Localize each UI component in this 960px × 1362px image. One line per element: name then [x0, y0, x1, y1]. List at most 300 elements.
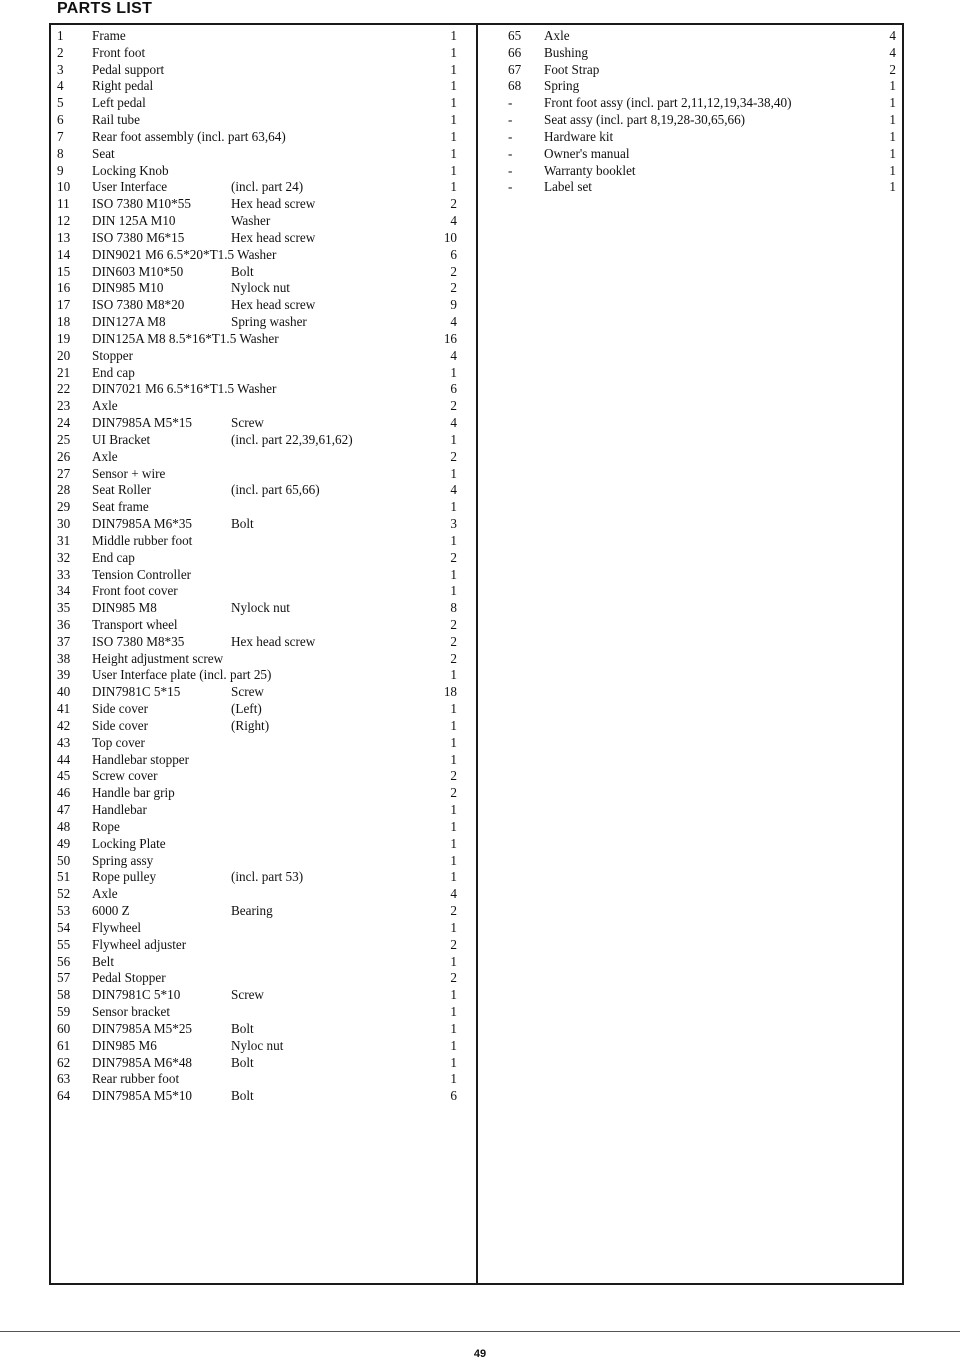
part-row: [57, 163, 457, 180]
part-quantity: 1: [450, 162, 457, 178]
part-name: Foot Strap: [544, 61, 600, 77]
part-spec: Hex head screw: [231, 196, 316, 212]
part-row: [57, 634, 457, 651]
part-row: [57, 718, 457, 735]
part-name: Flywheel adjuster: [92, 936, 187, 952]
part-row: [508, 179, 900, 196]
part-number: 16: [57, 280, 71, 296]
part-name: Top cover: [92, 734, 145, 750]
part-quantity: 1: [450, 802, 457, 818]
part-spec: Bolt: [231, 1088, 254, 1104]
part-name: Side cover: [92, 717, 149, 733]
part-name: Side cover: [92, 701, 149, 717]
part-number: 30: [57, 516, 71, 532]
part-name: Handlebar stopper: [92, 751, 190, 767]
part-quantity: 2: [450, 196, 457, 212]
part-row: [57, 752, 457, 769]
part-row: [508, 95, 900, 112]
part-quantity: 1: [889, 179, 896, 195]
part-number: 45: [57, 768, 71, 784]
part-number: -: [508, 179, 513, 195]
part-row: [57, 398, 457, 415]
part-name: Handle bar grip: [92, 785, 175, 801]
part-name: DIN985 M10: [92, 280, 164, 296]
part-name: Right pedal: [92, 78, 154, 94]
part-number: 37: [57, 633, 71, 649]
part-quantity: 1: [450, 364, 457, 380]
part-name: Hardware kit: [544, 128, 614, 144]
part-row: [57, 129, 457, 146]
part-quantity: 1: [450, 566, 457, 582]
part-number: 32: [57, 549, 71, 565]
part-name: DIN7985A M5*10: [92, 1088, 193, 1104]
part-number: 33: [57, 566, 71, 582]
part-quantity: 4: [450, 347, 457, 363]
part-number: 15: [57, 263, 71, 279]
part-quantity: 2: [450, 616, 457, 632]
part-row: [57, 1021, 457, 1038]
part-quantity: 1: [450, 869, 457, 885]
part-row: [57, 836, 457, 853]
part-quantity: 4: [450, 314, 457, 330]
part-name: DIN127A M8: [92, 314, 166, 330]
footer-rule: [0, 1331, 960, 1332]
part-quantity: 2: [450, 970, 457, 986]
part-quantity: 1: [889, 128, 896, 144]
part-name: Seat assy (incl. part 8,19,28-30,65,66): [544, 112, 746, 128]
part-row: [57, 179, 457, 196]
part-number: 9: [57, 162, 64, 178]
part-name: Transport wheel: [92, 616, 178, 632]
part-row: [508, 129, 900, 146]
part-row: [508, 112, 900, 129]
part-row: [57, 331, 457, 348]
part-quantity: 1: [450, 734, 457, 750]
part-name: Front foot assy (incl. part 2,11,12,19,34-38,40): [544, 95, 792, 111]
part-number: 51: [57, 869, 71, 885]
part-number: 49: [57, 835, 71, 851]
part-name: Rear rubber foot: [92, 1071, 180, 1087]
part-quantity: 1: [450, 61, 457, 77]
part-quantity: 2: [450, 448, 457, 464]
part-quantity: 6: [450, 1088, 457, 1104]
part-quantity: 3: [450, 516, 457, 532]
part-name: Bushing: [544, 44, 588, 60]
part-quantity: 1: [889, 78, 896, 94]
part-row: [508, 163, 900, 180]
part-spec: Hex head screw: [231, 633, 316, 649]
part-name: Sensor + wire: [92, 465, 166, 481]
part-number: 27: [57, 465, 71, 481]
part-number: 41: [57, 701, 71, 717]
part-quantity: 1: [450, 1054, 457, 1070]
part-row: [57, 600, 457, 617]
part-row: [57, 280, 457, 297]
part-quantity: 2: [889, 61, 896, 77]
part-spec: (Right): [231, 717, 270, 733]
part-row: [57, 499, 457, 516]
part-quantity: 16: [443, 330, 457, 346]
part-row: [57, 432, 457, 449]
part-name: 6000 Z: [92, 903, 130, 919]
part-row: [508, 78, 900, 95]
part-row: [57, 701, 457, 718]
part-quantity: 1: [450, 145, 457, 161]
part-name: Locking Plate: [92, 835, 166, 851]
part-quantity: 1: [450, 499, 457, 515]
part-quantity: 2: [450, 768, 457, 784]
part-number: 68: [508, 78, 522, 94]
part-number: 1: [57, 28, 64, 43]
part-quantity: 1: [889, 112, 896, 128]
part-name: Axle: [544, 28, 570, 43]
part-number: -: [508, 145, 513, 161]
part-name: ISO 7380 M10*55: [92, 196, 191, 212]
part-row: [57, 264, 457, 281]
part-row: [57, 381, 457, 398]
part-name: Pedal support: [92, 61, 165, 77]
part-row: [57, 213, 457, 230]
part-name: Belt: [92, 953, 114, 969]
part-spec: (incl. part 22,39,61,62): [231, 431, 353, 447]
part-spec: Nyloc nut: [231, 1037, 284, 1053]
part-name: Rail tube: [92, 112, 140, 128]
part-row: [57, 482, 457, 499]
part-spec: Nylock nut: [231, 600, 290, 616]
part-quantity: 4: [450, 415, 457, 431]
part-row: [57, 196, 457, 213]
part-number: 67: [508, 61, 522, 77]
part-number: 18: [57, 314, 71, 330]
part-name: Screw cover: [92, 768, 158, 784]
part-spec: Spring washer: [231, 314, 307, 330]
part-number: 4: [57, 78, 64, 94]
part-row: [57, 1071, 457, 1088]
part-number: 36: [57, 616, 71, 632]
part-name: Handlebar: [92, 802, 147, 818]
part-name: DIN7985A M5*15: [92, 415, 193, 431]
part-name: DIN125A M8 8.5*16*T1.5 Washer: [92, 330, 279, 346]
part-spec: Bolt: [231, 1020, 254, 1036]
part-number: 52: [57, 886, 71, 902]
part-quantity: 1: [450, 1037, 457, 1053]
part-row: [508, 28, 900, 45]
part-name: Rear foot assembly (incl. part 63,64): [92, 128, 286, 144]
part-row: [57, 735, 457, 752]
part-row: [57, 62, 457, 79]
part-name: Front foot cover: [92, 583, 178, 599]
part-number: 47: [57, 802, 71, 818]
part-row: [57, 365, 457, 382]
part-row: [57, 45, 457, 62]
part-number: 39: [57, 667, 71, 683]
part-number: 22: [57, 381, 71, 397]
part-name: ISO 7380 M6*15: [92, 229, 185, 245]
part-quantity: 4: [450, 213, 457, 229]
part-quantity: 2: [450, 936, 457, 952]
part-quantity: 1: [450, 465, 457, 481]
part-quantity: 1: [450, 1071, 457, 1087]
part-number: 50: [57, 852, 71, 868]
part-quantity: 1: [450, 532, 457, 548]
part-name: ISO 7380 M8*35: [92, 633, 185, 649]
part-row: [57, 146, 457, 163]
part-row: [57, 1004, 457, 1021]
part-row: [57, 651, 457, 668]
part-name: DIN 125A M10: [92, 213, 176, 229]
part-name: DIN603 M10*50: [92, 263, 184, 279]
part-quantity: 10: [443, 229, 457, 245]
part-number: 48: [57, 818, 71, 834]
part-row: [57, 78, 457, 95]
part-number: 14: [57, 246, 71, 262]
part-row: [57, 449, 457, 466]
part-quantity: 4: [889, 28, 896, 43]
part-quantity: 1: [450, 112, 457, 128]
part-number: 59: [57, 1004, 71, 1020]
part-number: 20: [57, 347, 71, 363]
part-number: 21: [57, 364, 71, 380]
part-name: User Interface plate (incl. part 25): [92, 667, 272, 683]
part-number: 63: [57, 1071, 71, 1087]
part-quantity: 1: [450, 128, 457, 144]
part-quantity: 1: [450, 953, 457, 969]
part-quantity: 1: [450, 835, 457, 851]
part-quantity: 2: [450, 785, 457, 801]
part-number: 60: [57, 1020, 71, 1036]
page-number: 49: [473, 1348, 487, 1360]
part-quantity: 2: [450, 903, 457, 919]
part-name: Tension Controller: [92, 566, 192, 582]
part-quantity: 9: [450, 297, 457, 313]
column-divider: [476, 23, 478, 1285]
part-row: [57, 987, 457, 1004]
part-name: Spring: [544, 78, 580, 94]
part-name: Locking Knob: [92, 162, 169, 178]
part-spec: Hex head screw: [231, 297, 316, 313]
part-number: -: [508, 128, 513, 144]
part-quantity: 1: [450, 1004, 457, 1020]
part-number: -: [508, 112, 513, 128]
part-quantity: 1: [450, 852, 457, 868]
part-name: DIN7985A M6*48: [92, 1054, 193, 1070]
part-name: Owner's manual: [544, 145, 630, 161]
part-name: Flywheel: [92, 919, 142, 935]
part-row: [57, 937, 457, 954]
part-number: 57: [57, 970, 71, 986]
part-spec: Bolt: [231, 1054, 254, 1070]
part-row: [57, 583, 457, 600]
part-spec: Screw: [231, 684, 264, 700]
part-spec: Screw: [231, 415, 264, 431]
part-quantity: 6: [450, 381, 457, 397]
part-number: 42: [57, 717, 71, 733]
part-name: DIN9021 M6 6.5*20*T1.5 Washer: [92, 246, 277, 262]
part-quantity: 1: [450, 431, 457, 447]
part-quantity: 1: [889, 95, 896, 111]
part-quantity: 1: [450, 701, 457, 717]
part-name: Seat Roller: [92, 482, 151, 498]
part-row: [57, 1088, 457, 1105]
part-name: Middle rubber foot: [92, 532, 193, 548]
part-row: [57, 516, 457, 533]
part-spec: Screw: [231, 987, 264, 1003]
part-name: DIN7021 M6 6.5*16*T1.5 Washer: [92, 381, 277, 397]
part-row: [57, 230, 457, 247]
part-quantity: 1: [450, 751, 457, 767]
part-number: 24: [57, 415, 71, 431]
part-row: [508, 62, 900, 79]
part-number: 35: [57, 600, 71, 616]
part-number: 40: [57, 684, 71, 700]
part-number: 56: [57, 953, 71, 969]
part-name: Left pedal: [92, 95, 146, 111]
part-row: [57, 768, 457, 785]
part-spec: Washer: [231, 213, 271, 229]
part-quantity: 1: [450, 95, 457, 111]
part-row: [57, 853, 457, 870]
part-name: End cap: [92, 549, 135, 565]
part-row: [57, 970, 457, 987]
part-row: [57, 903, 457, 920]
part-number: 6: [57, 112, 64, 128]
part-row: [57, 785, 457, 802]
part-quantity: 1: [450, 1020, 457, 1036]
part-quantity: 1: [450, 717, 457, 733]
part-name: User Interface: [92, 179, 168, 195]
part-number: 12: [57, 213, 71, 229]
part-quantity: 2: [450, 650, 457, 666]
part-spec: Bolt: [231, 516, 254, 532]
part-number: 64: [57, 1088, 71, 1104]
part-number: 13: [57, 229, 71, 245]
part-quantity: 1: [450, 28, 457, 43]
part-quantity: 2: [450, 280, 457, 296]
part-name: Seat: [92, 145, 115, 161]
part-quantity: 8: [450, 600, 457, 616]
part-quantity: 4: [889, 44, 896, 60]
part-number: 2: [57, 44, 64, 60]
parts-list-right-column: [508, 28, 900, 196]
part-name: Warranty booklet: [544, 162, 636, 178]
part-row: [57, 667, 457, 684]
part-number: 34: [57, 583, 71, 599]
part-name: Stopper: [92, 347, 134, 363]
part-number: 53: [57, 903, 71, 919]
part-number: 3: [57, 61, 64, 77]
part-spec: Bearing: [231, 903, 273, 919]
part-spec: (incl. part 24): [231, 179, 304, 195]
part-number: 11: [57, 196, 70, 212]
part-number: -: [508, 162, 513, 178]
part-name: Spring assy: [92, 852, 154, 868]
part-name: DIN7981C 5*15: [92, 684, 181, 700]
part-quantity: 1: [450, 583, 457, 599]
part-row: [57, 1055, 457, 1072]
part-row: [57, 297, 457, 314]
part-row: [57, 247, 457, 264]
part-name: DIN7981C 5*10: [92, 987, 181, 1003]
part-name: End cap: [92, 364, 135, 380]
part-number: 31: [57, 532, 71, 548]
part-quantity: 1: [450, 987, 457, 1003]
part-row: [57, 112, 457, 129]
part-quantity: 1: [889, 162, 896, 178]
part-name: Sensor bracket: [92, 1004, 170, 1020]
part-row: [57, 28, 457, 45]
part-name: Height adjustment screw: [92, 650, 224, 666]
part-number: 62: [57, 1054, 71, 1070]
part-spec: Nylock nut: [231, 280, 290, 296]
part-number: 8: [57, 145, 64, 161]
part-row: [57, 920, 457, 937]
part-quantity: 18: [443, 684, 457, 700]
part-name: Label set: [544, 179, 592, 195]
part-row: [57, 886, 457, 903]
part-number: 19: [57, 330, 71, 346]
part-number: 26: [57, 448, 71, 464]
part-row: [57, 95, 457, 112]
part-row: [57, 802, 457, 819]
part-spec: Hex head screw: [231, 229, 316, 245]
part-name: Axle: [92, 886, 118, 902]
part-name: Frame: [92, 28, 126, 43]
part-number: 5: [57, 95, 64, 111]
part-number: 58: [57, 987, 71, 1003]
part-number: -: [508, 95, 513, 111]
part-spec: (incl. part 65,66): [231, 482, 320, 498]
part-row: [57, 617, 457, 634]
part-number: 43: [57, 734, 71, 750]
part-quantity: 1: [889, 145, 896, 161]
part-number: 65: [508, 28, 522, 43]
part-number: 66: [508, 44, 522, 60]
part-quantity: 6: [450, 246, 457, 262]
part-row: [57, 684, 457, 701]
part-number: 44: [57, 751, 71, 767]
part-quantity: 4: [450, 886, 457, 902]
part-name: Axle: [92, 448, 118, 464]
part-row: [57, 415, 457, 432]
part-row: [57, 550, 457, 567]
part-name: DIN985 M8: [92, 600, 157, 616]
parts-list-left-column: [57, 28, 457, 1105]
part-quantity: 1: [450, 179, 457, 195]
part-number: 23: [57, 398, 71, 414]
part-quantity: 4: [450, 482, 457, 498]
part-name: DIN7985A M6*35: [92, 516, 193, 532]
part-row: [57, 314, 457, 331]
part-quantity: 2: [450, 398, 457, 414]
part-quantity: 2: [450, 549, 457, 565]
part-name: Axle: [92, 398, 118, 414]
part-row: [57, 869, 457, 886]
part-number: 10: [57, 179, 71, 195]
part-name: DIN985 M6: [92, 1037, 157, 1053]
part-name: Rope pulley: [92, 869, 157, 885]
part-spec: (incl. part 53): [231, 869, 304, 885]
part-row: [57, 533, 457, 550]
part-row: [57, 567, 457, 584]
part-row: [508, 45, 900, 62]
page-title: PARTS LIST: [57, 0, 153, 17]
part-quantity: 1: [450, 44, 457, 60]
part-row: [57, 1038, 457, 1055]
part-quantity: 2: [450, 263, 457, 279]
part-spec: (Left): [231, 701, 262, 717]
part-row: [57, 348, 457, 365]
part-number: 25: [57, 431, 71, 447]
